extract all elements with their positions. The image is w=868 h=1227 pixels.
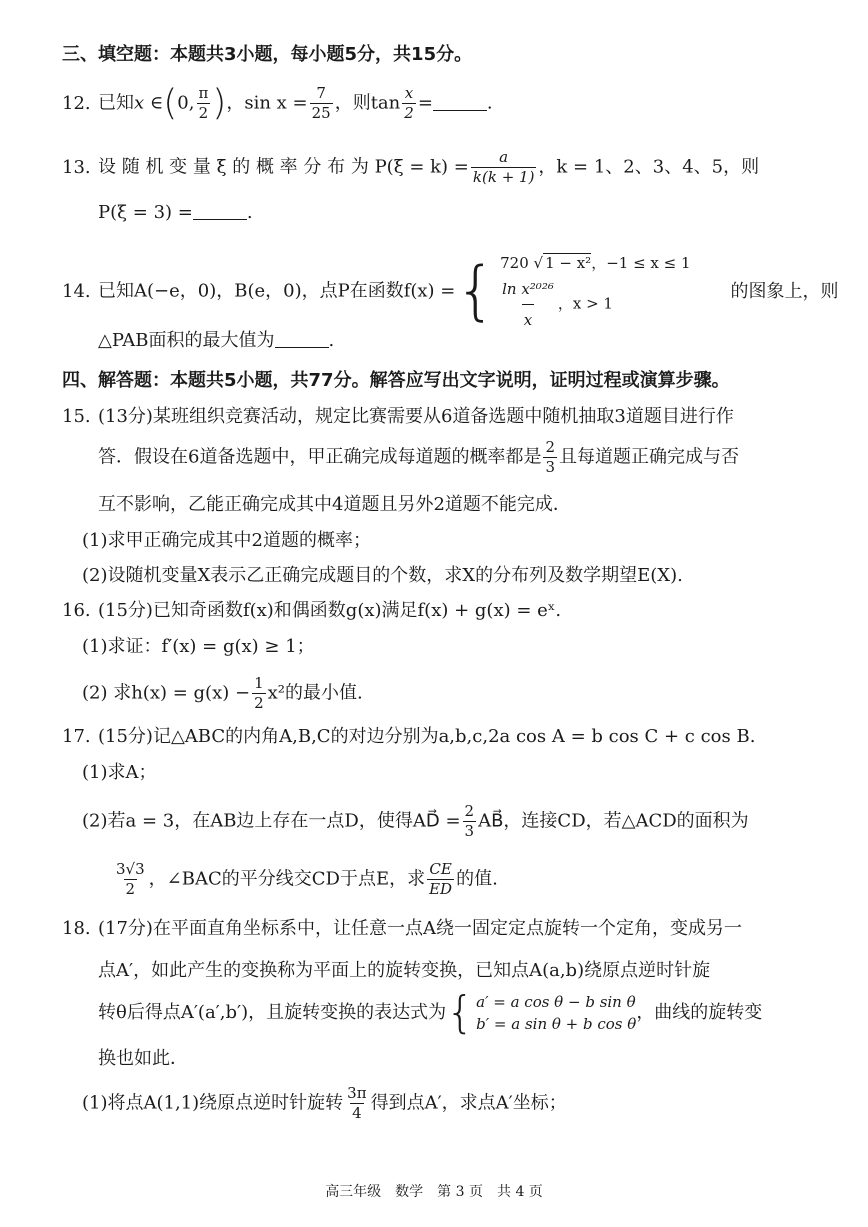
question-number: 14. [62, 280, 91, 302]
fraction: $\frac{a}{k(k + 1)}$ [472, 148, 535, 186]
page-footer: 高三年级 数学 第 3 页 共 4 页 [325, 1184, 543, 1200]
system-brace: { [446, 987, 475, 1038]
question-number: 16. [62, 600, 91, 621]
fraction: $\frac{CE}{ED}$ [429, 860, 453, 898]
piecewise-brace: { [455, 254, 497, 329]
question-14: 14. 已知A(−e，0)，B(e，0)，点P在函数f(x) ={ 720 √ 1 − x²，−1 ≤ x ≤ 1 $\frac{\text{ln x²⁰²⁶}}{x}$ ，x > 1 的图象上，则 [62, 250, 839, 333]
question-12: 12. 已知x ∈(0, $\frac{\pi}{2}$ )，sin x = $\frac{7}{25}$ ，则tan $\frac{x}{2}$ = . [62, 82, 493, 124]
question-17-part2: (2)若a = 3，在AB边上存在一点D，使得AD⃗ = $\frac{2}{3}$ AB⃗，连接CD，若△ACD的面积为 [82, 802, 749, 840]
question-18-line4: 换也如此． [98, 1048, 188, 1069]
equation-system: a′ = a cos θ − b sin θ b′ = a sin θ + b cos θ [476, 993, 637, 1033]
question-16: 16. (15分)已知奇函数f(x)和偶函数g(x)满足f(x) + g(x) = eˣ. [62, 598, 561, 624]
question-15-line3: 互不影响，乙能正确完成其中4道题且另外2道题不能完成． [98, 494, 571, 515]
question-18: 18. (17分)在平面直角坐标系中，让任意一点A绕一固定定点旋转一个定角，变成另一 [62, 916, 742, 942]
fraction: $\frac{3√3}{2}$ [116, 860, 145, 898]
question-13: 13. 设 随 机 变 量 ξ 的 概 率 分 布 为 P(ξ = k) = $\frac{a}{k(k + 1)}$ ，k = 1、2、3、4、5，则 [62, 148, 760, 186]
question-number: 13. [62, 156, 91, 178]
question-13-line2: P(ξ = 3) = . [98, 202, 253, 223]
question-18-line2: 点A′，如此产生的变换称为平面上的旋转变换，已知点A(a,b)绕原点逆时针旋 [98, 960, 711, 981]
fraction: $\frac{2}{3}$ [545, 438, 555, 476]
fraction: $\frac{x}{2}$ [404, 84, 414, 122]
fraction: $\frac{7}{25}$ [311, 84, 331, 122]
fraction: $\frac{3\pi}{4}$ [347, 1084, 367, 1122]
answer-blank [193, 201, 247, 220]
question-number: 12. [62, 92, 91, 114]
question-14-line2: △PAB面积的最大值为 . [98, 330, 335, 351]
question-18-line3: 转θ后得点A′(a′,b′)，且旋转变换的表达式为{ a′ = a cos θ − b sin θ b′ = a sin θ + b cos θ ，曲线的旋转变 [98, 987, 763, 1038]
fraction: $\frac{1}{2}$ [254, 674, 264, 712]
question-16-part2: (2) 求h(x) = g(x) − $\frac{1}{2}$ x²的最小值. [82, 674, 363, 712]
question-17-part1: (1)求A； [82, 762, 157, 783]
fraction: $\frac{\pi}{2}$ [198, 84, 209, 122]
answer-blank [275, 329, 329, 348]
section3-heading: 三、填空题：本题共3小题，每小题5分，共15分。 [62, 44, 473, 65]
question-17: 17. (15分)记△ABC的内角A,B,C的对边分别为a,b,c,2a cos A = b cos C + c cos B. [62, 724, 755, 750]
question-17-part2-line2: $\frac{3√3}{2}$ ，∠BAC的平分线交CD于点E，求 $\frac{CE}{ED}$ 的值. [116, 860, 498, 898]
question-15-part1: (1)求甲正确完成其中2道题的概率； [82, 530, 371, 551]
question-15: 15. (13分)某班组织竞赛活动，规定比赛需要从6道备选题中随机抽取3道题目进行作 [62, 404, 734, 430]
question-number: 15. [62, 406, 91, 427]
answer-blank [433, 92, 487, 111]
section4-heading: 四、解答题：本题共5小题，共77分。解答应写出文字说明，证明过程或演算步骤。 [62, 370, 730, 391]
question-15-part2: (2)设随机变量X表示乙正确完成题目的个数，求X的分布列及数学期望E(X). [82, 565, 683, 586]
question-15-line2: 答．假设在6道备选题中，甲正确完成每道题的概率都是 $\frac{2}{3}$ 且每道题正确完成与否 [98, 438, 739, 476]
question-number: 18. [62, 918, 91, 939]
question-18-part1: (1)将点A(1,1)绕原点逆时针旋转 $\frac{3\pi}{4}$ 得到点A′，求点A′坐标； [82, 1084, 567, 1122]
question-number: 17. [62, 726, 91, 747]
piecewise-cases: 720 √ 1 − x²，−1 ≤ x ≤ 1 $\frac{\text{ln x²⁰²⁶}}{x}$ ，x > 1 [500, 250, 690, 333]
fraction: $\frac{2}{3}$ [464, 802, 475, 840]
question-16-part1: (1)求证：f′(x) = g(x) ≥ 1； [82, 636, 315, 657]
